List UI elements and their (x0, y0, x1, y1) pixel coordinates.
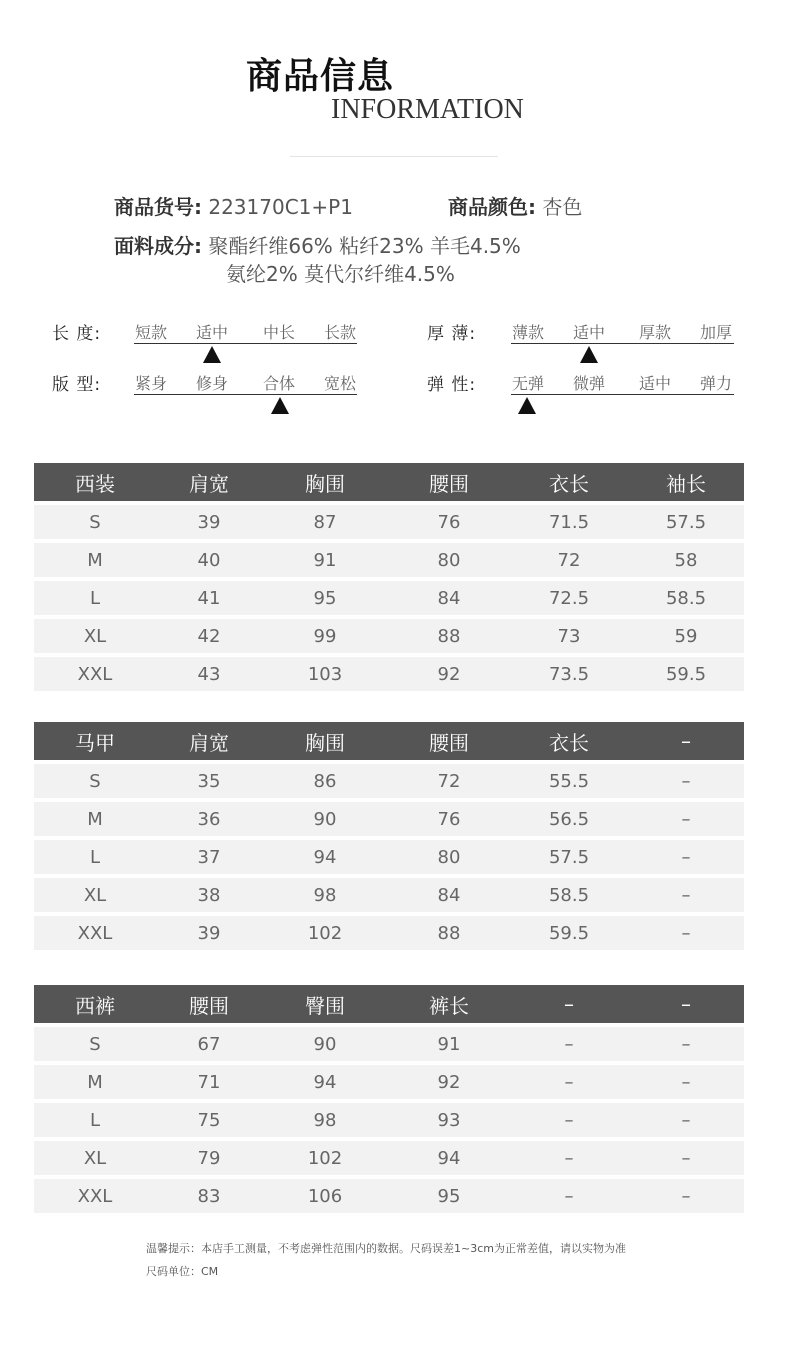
header-cell: 裤长 (429, 993, 469, 1018)
header-cell: – (681, 992, 691, 1016)
table-cell: – (681, 884, 691, 906)
length-option: 中长 (263, 323, 296, 342)
table-cell: 83 (197, 1185, 221, 1207)
table-cell: 42 (197, 625, 221, 647)
table-cell: 71 (197, 1071, 221, 1093)
table-cell: 75 (197, 1109, 221, 1131)
header-cell: – (681, 729, 691, 753)
table-cell: M (87, 549, 103, 571)
scale-line (511, 394, 734, 395)
table-cell: 103 (307, 663, 343, 685)
header-cell: 衣长 (549, 730, 589, 755)
length-label: 长 度: (52, 324, 102, 344)
table-cell: 59.5 (548, 922, 590, 944)
table-cell: – (681, 846, 691, 868)
thickness-option: 加厚 (700, 323, 733, 342)
table-cell: 99 (313, 625, 337, 647)
table-cell: 41 (197, 587, 221, 609)
thickness-option: 适中 (573, 323, 606, 342)
header-cell: 马甲 (75, 730, 115, 755)
table-cell: 59.5 (665, 663, 707, 685)
table-cell: XL (83, 625, 107, 647)
table-cell: 94 (313, 1071, 337, 1093)
elasticity-scale (0, 370, 790, 420)
elasticity-option: 弹力 (700, 374, 733, 393)
length-option: 短款 (135, 323, 168, 342)
table-header (34, 722, 744, 760)
trousers-size-table (34, 985, 744, 1213)
table-cell: – (681, 1185, 691, 1207)
header-cell: 衣长 (549, 471, 589, 496)
table-cell: – (681, 1033, 691, 1055)
table-cell: 80 (437, 549, 461, 571)
table-cell: S (89, 1033, 101, 1055)
header-cell: 西装 (75, 471, 115, 496)
table-cell: 98 (313, 884, 337, 906)
table-row (34, 619, 744, 653)
table-row (34, 764, 744, 798)
table-cell: 95 (313, 587, 337, 609)
table-row (34, 543, 744, 577)
table-cell: 79 (197, 1147, 221, 1169)
table-cell: 88 (437, 625, 461, 647)
header-cell: 腰围 (189, 993, 229, 1018)
table-cell: 95 (437, 1185, 461, 1207)
table-cell: L (89, 846, 101, 868)
table-cell: 106 (307, 1185, 343, 1207)
table-cell: XXL (77, 1185, 113, 1207)
table-row (34, 840, 744, 874)
table-cell: 90 (313, 808, 337, 830)
table-cell: 58.5 (548, 884, 590, 906)
table-cell: 57.5 (665, 511, 707, 533)
table-row (34, 802, 744, 836)
table-cell: XL (83, 1147, 107, 1169)
table-cell: 72 (437, 770, 461, 792)
table-cell: 36 (197, 808, 221, 830)
table-cell: L (89, 1109, 101, 1131)
title-divider (290, 156, 498, 157)
material-line-2: 氨纶2% 莫代尔纤维4.5% (226, 262, 455, 286)
thickness-option: 厚款 (639, 323, 672, 342)
table-cell: 102 (307, 1147, 343, 1169)
scale-line (511, 343, 734, 344)
table-cell: – (681, 770, 691, 792)
table-cell: 86 (313, 770, 337, 792)
table-cell: 87 (313, 511, 337, 533)
table-cell: 38 (197, 884, 221, 906)
table-row (34, 916, 744, 950)
sku-label: 商品货号: (114, 195, 202, 219)
table-cell: 76 (437, 511, 461, 533)
table-row (34, 1141, 744, 1175)
table-cell: 58.5 (665, 587, 707, 609)
table-cell: – (681, 1071, 691, 1093)
elasticity-label: 弹 性: (427, 375, 477, 395)
table-cell: 93 (437, 1109, 461, 1131)
table-row (34, 1027, 744, 1061)
table-cell: 67 (197, 1033, 221, 1055)
fit-option: 合体 (263, 374, 296, 393)
elasticity-option: 微弹 (573, 374, 606, 393)
table-cell: 84 (437, 587, 461, 609)
table-cell: XXL (77, 922, 113, 944)
length-option: 适中 (196, 323, 229, 342)
table-cell: 55.5 (548, 770, 590, 792)
table-cell: 71.5 (548, 511, 590, 533)
table-cell: 94 (437, 1147, 461, 1169)
notes (146, 1237, 626, 1283)
fit-option: 修身 (196, 374, 229, 393)
material-row (114, 230, 521, 259)
table-cell: – (564, 1109, 574, 1131)
table-header (34, 463, 744, 501)
table-row (34, 657, 744, 691)
table-cell: 37 (197, 846, 221, 868)
header-cell: 肩宽 (189, 471, 229, 496)
table-cell: M (87, 808, 103, 830)
table-cell: 73 (557, 625, 581, 647)
table-row (34, 878, 744, 912)
table-cell: 56.5 (548, 808, 590, 830)
table-cell: 43 (197, 663, 221, 685)
fit-label: 版 型: (52, 375, 102, 395)
table-row (34, 1065, 744, 1099)
table-cell: 92 (437, 663, 461, 685)
table-cell: – (681, 808, 691, 830)
header-cell: 胸围 (305, 471, 345, 496)
notes-unit: 尺码单位：CM (146, 1265, 219, 1278)
header-cell: 臀围 (305, 993, 345, 1018)
table-cell: 57.5 (548, 846, 590, 868)
fit-option: 宽松 (324, 374, 357, 393)
table-cell: – (564, 1033, 574, 1055)
table-cell: M (87, 1071, 103, 1093)
table-cell: 72.5 (548, 587, 590, 609)
elasticity-option: 适中 (639, 374, 672, 393)
table-cell: 72 (557, 549, 581, 571)
table-cell: L (89, 587, 101, 609)
thickness-option: 薄款 (512, 323, 545, 342)
header-cell: 腰围 (429, 730, 469, 755)
table-cell: 58 (674, 549, 698, 571)
length-option: 长款 (324, 323, 357, 342)
table-cell: 40 (197, 549, 221, 571)
table-cell: – (681, 1109, 691, 1131)
header-cell: – (564, 992, 574, 1016)
table-cell: – (564, 1185, 574, 1207)
header-cell: 胸围 (305, 730, 345, 755)
table-cell: 73.5 (548, 663, 590, 685)
table-cell: XXL (77, 663, 113, 685)
table-header (34, 985, 744, 1023)
thickness-scale (0, 319, 790, 369)
thickness-label: 厚 薄: (427, 324, 477, 344)
table-cell: S (89, 770, 101, 792)
table-cell: 39 (197, 922, 221, 944)
table-cell: – (681, 922, 691, 944)
table-row (34, 581, 744, 615)
table-cell: 35 (197, 770, 221, 792)
table-row (34, 1103, 744, 1137)
table-row (34, 505, 744, 539)
color-label: 商品颜色: (448, 195, 536, 219)
table-cell: 91 (437, 1033, 461, 1055)
table-cell: – (564, 1147, 574, 1169)
sku-row (114, 191, 353, 220)
table-cell: – (564, 1071, 574, 1093)
table-cell: 80 (437, 846, 461, 868)
header-cell: 肩宽 (189, 730, 229, 755)
material-label: 面料成分: (114, 234, 202, 258)
vest-size-table (34, 722, 744, 950)
page-subtitle: INFORMATION (331, 94, 524, 125)
table-cell: XL (83, 884, 107, 906)
table-cell: 88 (437, 922, 461, 944)
table-cell: 94 (313, 846, 337, 868)
table-cell: 76 (437, 808, 461, 830)
header-cell: 西裤 (75, 993, 115, 1018)
table-cell: 98 (313, 1109, 337, 1131)
header-cell: 袖长 (666, 471, 706, 496)
table-cell: 84 (437, 884, 461, 906)
notes-tip: 温馨提示：本店手工测量，不考虑弹性范围内的数据。尺码误差1~3cm为正常差值，请以实物为准 (146, 1242, 626, 1255)
elasticity-option: 无弹 (512, 374, 545, 393)
material-line-1: 聚酯纤维66% 粘纤23% 羊毛4.5% (208, 234, 521, 258)
color-value: 杏色 (542, 195, 583, 219)
page-title: 商品信息 (246, 55, 395, 97)
suit-size-table (34, 463, 744, 691)
sku-value: 223170C1+P1 (208, 195, 353, 219)
thickness-marker-icon (580, 346, 598, 363)
header-cell: 腰围 (429, 471, 469, 496)
table-cell: 102 (307, 922, 343, 944)
table-cell: – (681, 1147, 691, 1169)
table-cell: 39 (197, 511, 221, 533)
elasticity-marker-icon (518, 397, 536, 414)
table-cell: 91 (313, 549, 337, 571)
table-cell: 90 (313, 1033, 337, 1055)
table-row (34, 1179, 744, 1213)
fit-option: 紧身 (135, 374, 168, 393)
table-cell: 92 (437, 1071, 461, 1093)
table-cell: 59 (674, 625, 698, 647)
color-row (448, 191, 582, 220)
table-cell: S (89, 511, 101, 533)
